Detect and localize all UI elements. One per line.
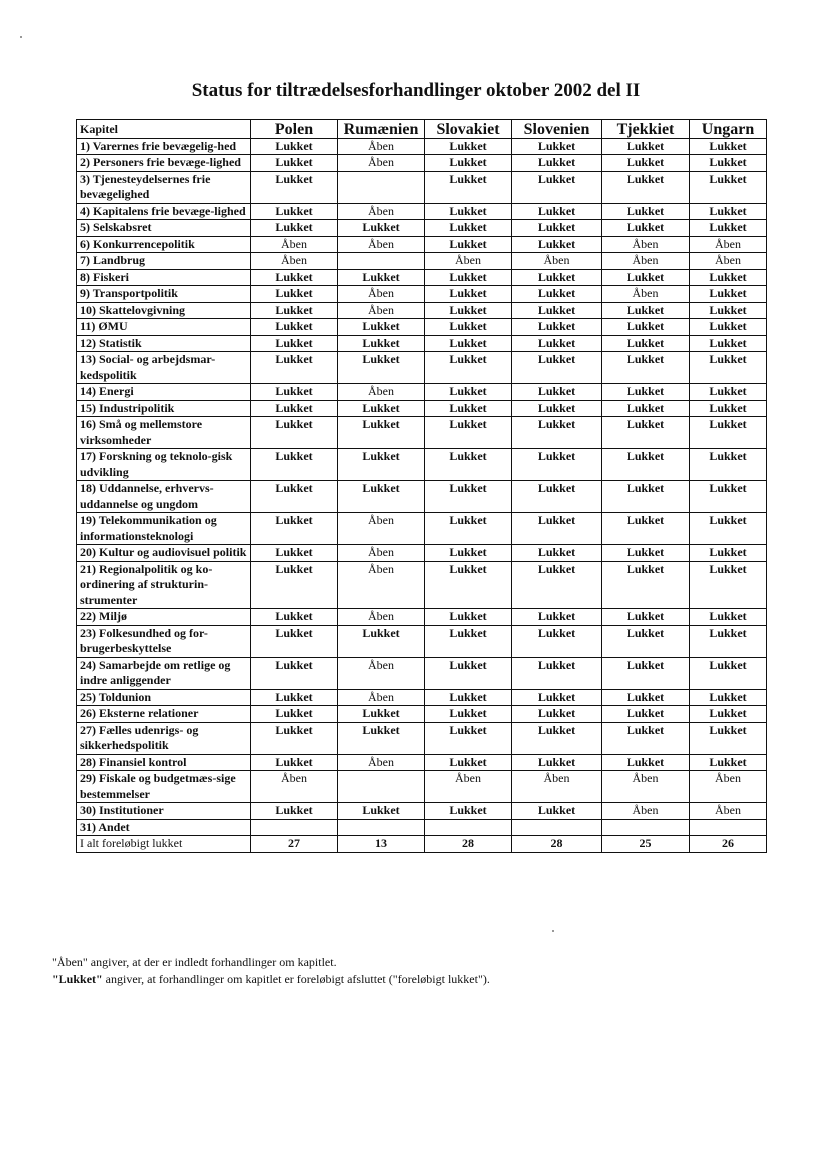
kapitel-cell: 19) Telekommunikation og informationsteknologi (77, 513, 251, 545)
status-cell: Lukket (602, 609, 690, 626)
table-row (77, 236, 767, 253)
total-cell: 27 (251, 836, 338, 853)
status-cell: Åben (602, 236, 690, 253)
status-cell: Lukket (338, 400, 425, 417)
status-cell: Lukket (690, 203, 767, 220)
kapitel-cell: 6) Konkurrencepolitik (77, 236, 251, 253)
total-cell: 26 (690, 836, 767, 853)
status-cell: Lukket (512, 236, 602, 253)
status-cell: Lukket (512, 269, 602, 286)
status-cell: Lukket (251, 803, 338, 820)
status-cell: Lukket (512, 319, 602, 336)
footnote-lukket (52, 971, 490, 988)
status-cell: Lukket (602, 561, 690, 609)
header-country: Tjekkiet (602, 120, 690, 139)
status-cell: Åben (602, 803, 690, 820)
footnote-term: "Lukket" (52, 972, 103, 986)
status-cell: Lukket (602, 319, 690, 336)
status-cell: Lukket (690, 286, 767, 303)
status-cell: Lukket (690, 449, 767, 481)
status-cell: Lukket (251, 286, 338, 303)
status-cell (690, 819, 767, 836)
status-cell: Lukket (690, 220, 767, 237)
status-cell (512, 819, 602, 836)
kapitel-cell: 4) Kapitalens frie bevæge-lighed (77, 203, 251, 220)
status-cell: Åben (338, 609, 425, 626)
table-row (77, 417, 767, 449)
table-row (77, 803, 767, 820)
status-cell: Lukket (690, 513, 767, 545)
status-cell: Lukket (512, 155, 602, 172)
status-cell: Lukket (512, 302, 602, 319)
status-cell: Lukket (512, 384, 602, 401)
status-cell: Åben (251, 253, 338, 270)
table-header-row (77, 120, 767, 139)
status-cell: Lukket (251, 625, 338, 657)
kapitel-cell: 23) Folkesundhed og for-brugerbeskyttelse (77, 625, 251, 657)
status-cell: Lukket (251, 400, 338, 417)
status-cell: Lukket (602, 706, 690, 723)
total-cell: 13 (338, 836, 425, 853)
status-cell: Lukket (425, 706, 512, 723)
kapitel-cell: 11) ØMU (77, 319, 251, 336)
status-cell: Lukket (690, 481, 767, 513)
header-country: Rumænien (338, 120, 425, 139)
status-cell: Åben (251, 771, 338, 803)
status-cell: Åben (338, 545, 425, 562)
table-row (77, 819, 767, 836)
status-cell: Lukket (602, 203, 690, 220)
status-cell: Lukket (512, 722, 602, 754)
status-cell: Lukket (602, 302, 690, 319)
status-cell: Åben (338, 754, 425, 771)
status-cell: Lukket (338, 335, 425, 352)
table-row (77, 481, 767, 513)
status-cell: Lukket (690, 609, 767, 626)
status-cell: Lukket (512, 803, 602, 820)
table-row (77, 513, 767, 545)
status-cell: Lukket (338, 722, 425, 754)
status-cell: Lukket (602, 220, 690, 237)
table-row (77, 657, 767, 689)
kapitel-cell: 9) Transportpolitik (77, 286, 251, 303)
status-cell: Åben (338, 236, 425, 253)
status-cell: Lukket (251, 545, 338, 562)
status-cell: Åben (338, 302, 425, 319)
footnote-aaben (52, 954, 490, 971)
status-cell (251, 819, 338, 836)
status-cell: Lukket (338, 269, 425, 286)
status-cell: Lukket (512, 417, 602, 449)
status-cell: Lukket (425, 138, 512, 155)
kapitel-cell: 15) Industripolitik (77, 400, 251, 417)
status-cell: Lukket (512, 400, 602, 417)
table-row (77, 384, 767, 401)
status-cell: Lukket (338, 417, 425, 449)
footnote-text: angiver, at der er indledt forhandlinger om kapitlet. (87, 955, 337, 969)
status-cell (425, 819, 512, 836)
status-cell: Lukket (512, 352, 602, 384)
status-cell: Lukket (512, 689, 602, 706)
table-row (77, 706, 767, 723)
kapitel-cell: 27) Fælles udenrigs- og sikkerhedspolitik (77, 722, 251, 754)
status-cell: Lukket (425, 449, 512, 481)
status-cell: Åben (338, 286, 425, 303)
status-cell: Lukket (690, 269, 767, 286)
status-cell: Lukket (425, 545, 512, 562)
status-cell: Lukket (690, 706, 767, 723)
status-cell: Lukket (602, 481, 690, 513)
status-cell: Lukket (338, 352, 425, 384)
status-cell: Lukket (512, 335, 602, 352)
table-row (77, 302, 767, 319)
kapitel-cell: 24) Samarbejde om retlige og indre anliggender (77, 657, 251, 689)
total-row (77, 836, 767, 853)
status-cell: Lukket (690, 625, 767, 657)
table-row (77, 286, 767, 303)
status-cell: Lukket (251, 513, 338, 545)
status-cell: Lukket (512, 449, 602, 481)
status-cell: Lukket (602, 138, 690, 155)
status-cell: Lukket (251, 689, 338, 706)
status-cell: Lukket (602, 171, 690, 203)
kapitel-cell: 7) Landbrug (77, 253, 251, 270)
header-country: Polen (251, 120, 338, 139)
kapitel-cell: 1) Varernes frie bevægelig-hed (77, 138, 251, 155)
table-row (77, 609, 767, 626)
status-cell: Lukket (602, 689, 690, 706)
status-cell: Åben (512, 771, 602, 803)
status-cell: Lukket (690, 138, 767, 155)
status-cell: Lukket (251, 561, 338, 609)
status-cell: Lukket (512, 706, 602, 723)
status-cell: Lukket (602, 155, 690, 172)
status-cell: Lukket (690, 722, 767, 754)
status-cell: Lukket (602, 335, 690, 352)
kapitel-cell: 2) Personers frie bevæge-lighed (77, 155, 251, 172)
status-table (76, 119, 767, 853)
status-cell: Lukket (690, 155, 767, 172)
scan-speck (552, 930, 554, 932)
table-row (77, 220, 767, 237)
status-cell: Lukket (690, 417, 767, 449)
footnotes (52, 954, 490, 988)
status-cell: Lukket (512, 545, 602, 562)
header-kapitel: Kapitel (77, 120, 251, 139)
status-cell: Lukket (425, 384, 512, 401)
status-cell: Lukket (512, 286, 602, 303)
status-cell: Lukket (690, 384, 767, 401)
kapitel-cell: 31) Andet (77, 819, 251, 836)
table-row (77, 269, 767, 286)
status-cell: Lukket (425, 400, 512, 417)
table-row (77, 253, 767, 270)
status-cell: Lukket (251, 609, 338, 626)
table-row (77, 138, 767, 155)
status-cell: Åben (690, 253, 767, 270)
status-cell: Åben (338, 138, 425, 155)
status-cell: Lukket (425, 561, 512, 609)
kapitel-cell: 18) Uddannelse, erhvervs-uddannelse og ungdom (77, 481, 251, 513)
status-cell: Lukket (251, 417, 338, 449)
status-cell: Lukket (602, 657, 690, 689)
kapitel-cell: 17) Forskning og teknolo-gisk udvikling (77, 449, 251, 481)
status-cell: Lukket (512, 609, 602, 626)
status-cell: Lukket (602, 269, 690, 286)
table-row (77, 400, 767, 417)
status-cell: Åben (690, 771, 767, 803)
status-cell: Lukket (690, 400, 767, 417)
status-cell: Lukket (251, 352, 338, 384)
kapitel-cell: 3) Tjenesteydelsernes frie bevægelighed (77, 171, 251, 203)
table-row (77, 545, 767, 562)
table-row (77, 754, 767, 771)
status-cell: Lukket (602, 625, 690, 657)
kapitel-cell: 28) Finansiel kontrol (77, 754, 251, 771)
status-cell: Lukket (425, 319, 512, 336)
status-cell: Lukket (251, 706, 338, 723)
status-cell: Lukket (690, 545, 767, 562)
kapitel-cell: 25) Toldunion (77, 689, 251, 706)
status-cell: Åben (338, 384, 425, 401)
status-cell: Lukket (512, 203, 602, 220)
status-cell: Lukket (602, 417, 690, 449)
status-cell: Åben (512, 253, 602, 270)
status-cell: Åben (690, 236, 767, 253)
status-cell: Lukket (602, 449, 690, 481)
status-cell: Lukket (251, 269, 338, 286)
table-row (77, 319, 767, 336)
status-cell: Lukket (512, 754, 602, 771)
table-row (77, 722, 767, 754)
status-cell: Lukket (251, 155, 338, 172)
status-cell: Lukket (512, 561, 602, 609)
status-cell: Lukket (251, 220, 338, 237)
status-cell: Lukket (512, 481, 602, 513)
total-label: I alt foreløbigt lukket (77, 836, 251, 853)
status-cell: Lukket (425, 689, 512, 706)
status-cell (338, 253, 425, 270)
status-cell: Lukket (338, 319, 425, 336)
status-cell: Åben (338, 155, 425, 172)
status-cell: Lukket (251, 138, 338, 155)
status-cell: Lukket (425, 754, 512, 771)
status-cell: Lukket (602, 513, 690, 545)
status-cell: Lukket (338, 481, 425, 513)
status-cell: Lukket (338, 449, 425, 481)
table-row (77, 771, 767, 803)
status-cell: Lukket (338, 625, 425, 657)
kapitel-cell: 30) Institutioner (77, 803, 251, 820)
kapitel-cell: 29) Fiskale og budgetmæs-sige bestemmelser (77, 771, 251, 803)
kapitel-cell: 26) Eksterne relationer (77, 706, 251, 723)
status-cell: Lukket (251, 384, 338, 401)
status-cell: Lukket (690, 689, 767, 706)
status-cell: Lukket (425, 171, 512, 203)
table-row (77, 561, 767, 609)
kapitel-cell: 12) Statistik (77, 335, 251, 352)
status-cell: Lukket (251, 481, 338, 513)
status-cell: Lukket (425, 609, 512, 626)
status-cell (338, 771, 425, 803)
status-cell: Lukket (425, 657, 512, 689)
table-row (77, 155, 767, 172)
status-cell (602, 819, 690, 836)
status-cell: Lukket (512, 657, 602, 689)
status-cell: Lukket (512, 625, 602, 657)
kapitel-cell: 13) Social- og arbejdsmar-kedspolitik (77, 352, 251, 384)
status-cell: Lukket (425, 352, 512, 384)
status-cell (338, 171, 425, 203)
table-row (77, 335, 767, 352)
status-cell: Lukket (425, 513, 512, 545)
status-cell: Åben (425, 253, 512, 270)
status-cell: Åben (338, 561, 425, 609)
status-cell: Lukket (425, 286, 512, 303)
status-cell: Åben (338, 689, 425, 706)
status-cell: Lukket (602, 384, 690, 401)
header-country: Slovakiet (425, 120, 512, 139)
status-cell: Lukket (251, 657, 338, 689)
table-row (77, 352, 767, 384)
table-row (77, 689, 767, 706)
status-cell: Lukket (425, 220, 512, 237)
status-cell: Lukket (602, 722, 690, 754)
kapitel-cell: 5) Selskabsret (77, 220, 251, 237)
status-cell: Åben (602, 771, 690, 803)
status-cell: Lukket (602, 754, 690, 771)
status-cell: Lukket (425, 417, 512, 449)
status-cell: Lukket (512, 171, 602, 203)
status-cell: Lukket (690, 171, 767, 203)
status-cell: Lukket (425, 236, 512, 253)
status-cell: Lukket (602, 400, 690, 417)
status-cell: Lukket (338, 706, 425, 723)
status-cell: Lukket (425, 269, 512, 286)
status-cell: Lukket (690, 302, 767, 319)
kapitel-cell: 14) Energi (77, 384, 251, 401)
kapitel-cell: 16) Små og mellemstore virksomheder (77, 417, 251, 449)
status-cell: Lukket (425, 335, 512, 352)
table-row (77, 203, 767, 220)
status-cell: Åben (602, 286, 690, 303)
kapitel-cell: 21) Regionalpolitik og ko-ordinering af strukturin-strumenter (77, 561, 251, 609)
status-cell: Lukket (690, 319, 767, 336)
status-cell: Lukket (251, 754, 338, 771)
table-row (77, 171, 767, 203)
status-cell: Lukket (251, 302, 338, 319)
status-cell: Lukket (338, 220, 425, 237)
status-cell: Åben (602, 253, 690, 270)
scan-speck (20, 36, 22, 38)
status-cell: Åben (425, 771, 512, 803)
kapitel-cell: 8) Fiskeri (77, 269, 251, 286)
status-cell: Åben (338, 657, 425, 689)
status-cell (338, 819, 425, 836)
status-cell: Lukket (425, 302, 512, 319)
status-cell: Lukket (251, 319, 338, 336)
status-cell: Lukket (602, 545, 690, 562)
status-cell: Lukket (425, 722, 512, 754)
total-cell: 28 (425, 836, 512, 853)
status-cell: Lukket (425, 481, 512, 513)
status-cell: Lukket (512, 220, 602, 237)
status-cell: Lukket (425, 625, 512, 657)
status-cell: Lukket (425, 803, 512, 820)
status-cell: Lukket (512, 513, 602, 545)
status-cell: Åben (338, 513, 425, 545)
total-cell: 28 (512, 836, 602, 853)
status-cell: Lukket (690, 754, 767, 771)
status-cell: Lukket (251, 335, 338, 352)
status-cell: Lukket (690, 352, 767, 384)
status-cell: Lukket (251, 722, 338, 754)
page-title: Status for tiltrædelsesforhandlinger oktober 2002 del II (191, 80, 641, 101)
kapitel-cell: 20) Kultur og audiovisuel politik (77, 545, 251, 562)
table-row (77, 625, 767, 657)
status-cell: Lukket (251, 171, 338, 203)
status-cell: Åben (338, 203, 425, 220)
status-cell: Lukket (425, 155, 512, 172)
status-cell: Åben (251, 236, 338, 253)
status-cell: Lukket (690, 561, 767, 609)
kapitel-cell: 22) Miljø (77, 609, 251, 626)
status-cell: Lukket (251, 449, 338, 481)
footnote-text: angiver, at forhandlinger om kapitlet er foreløbigt afsluttet ("foreløbigt lukket"). (102, 972, 490, 986)
header-country: Ungarn (690, 120, 767, 139)
status-cell: Lukket (602, 352, 690, 384)
kapitel-cell: 10) Skattelovgivning (77, 302, 251, 319)
status-cell: Lukket (512, 138, 602, 155)
status-cell: Lukket (425, 203, 512, 220)
table-row (77, 449, 767, 481)
status-cell: Lukket (338, 803, 425, 820)
header-country: Slovenien (512, 120, 602, 139)
footnote-term: "Åben" (52, 955, 88, 969)
status-cell: Åben (690, 803, 767, 820)
status-cell: Lukket (690, 335, 767, 352)
status-cell: Lukket (251, 203, 338, 220)
total-cell: 25 (602, 836, 690, 853)
status-cell: Lukket (690, 657, 767, 689)
